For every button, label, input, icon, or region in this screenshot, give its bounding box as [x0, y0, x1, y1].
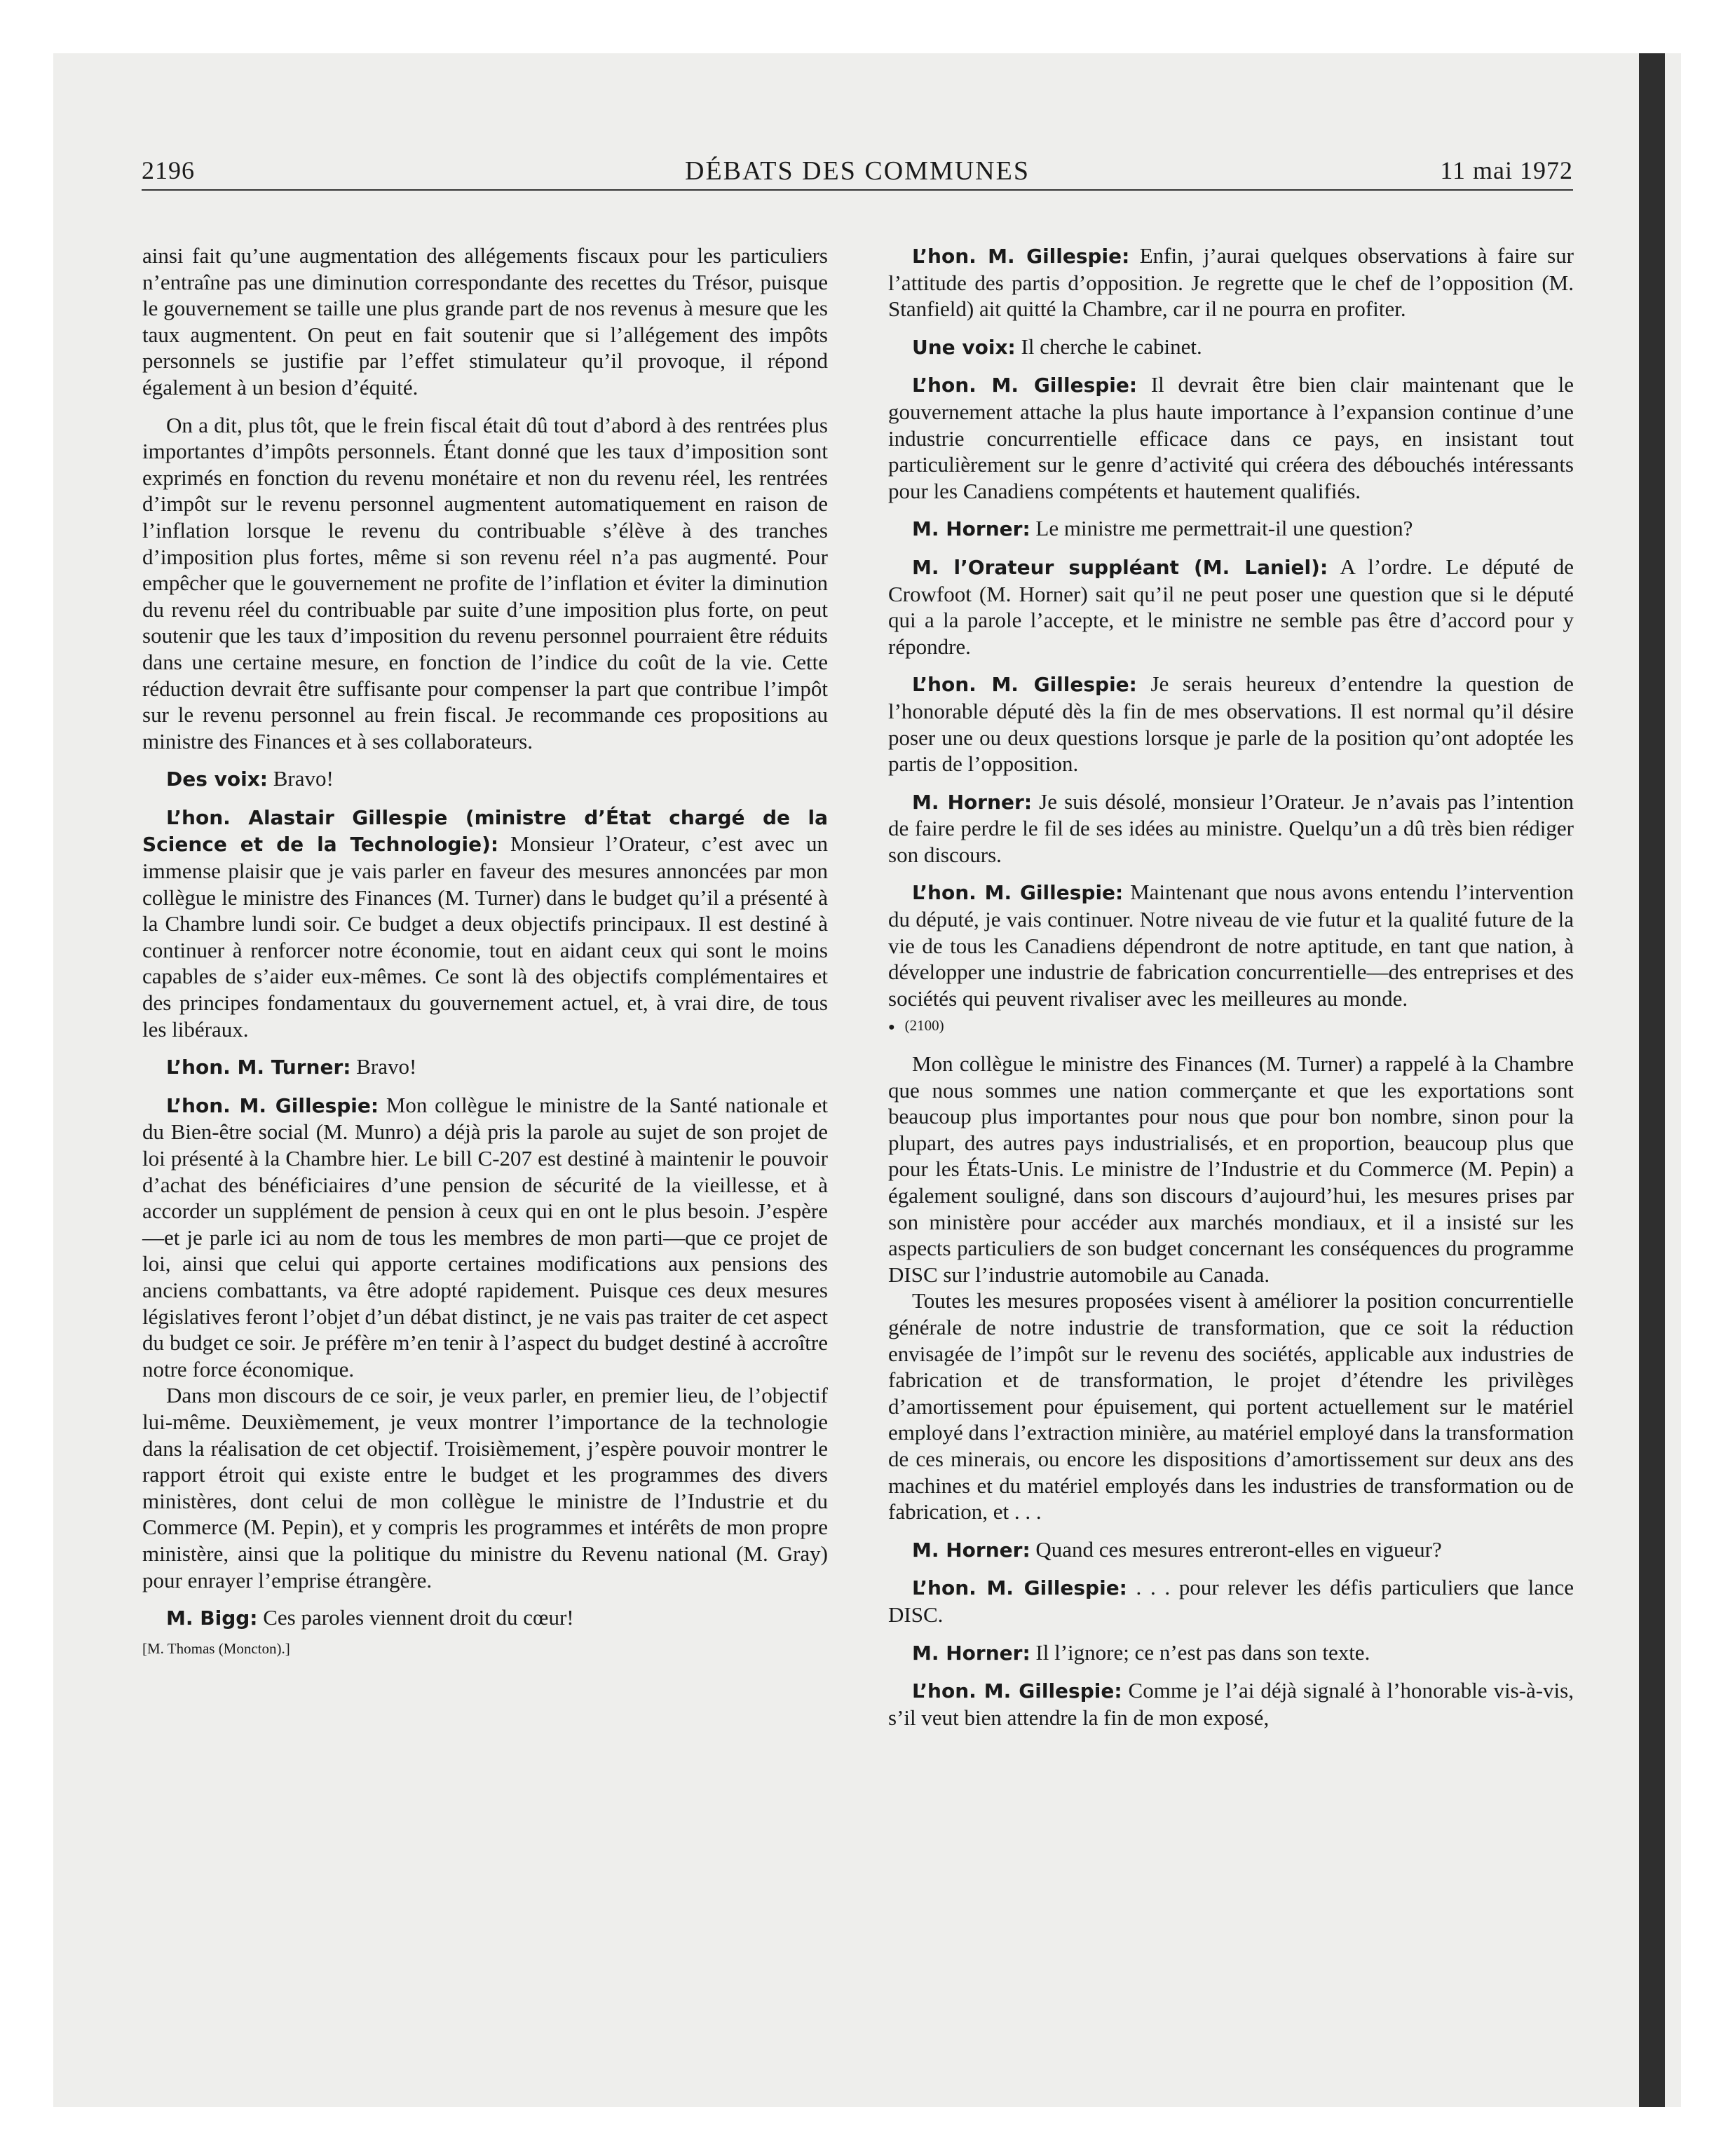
speech-text: Il cherche le cabinet.: [1015, 334, 1202, 359]
right-column: [888, 243, 1574, 1731]
speech: [888, 243, 1574, 322]
speech: [888, 334, 1574, 361]
speech: [142, 1604, 828, 1632]
speech-text: Le ministre me permettrait-il une question?: [1030, 516, 1413, 541]
speech-text: . . . pour relever les défis particuliers que lance DISC.: [888, 1575, 1574, 1627]
speech: [142, 1053, 828, 1081]
speech-text: A l’ordre. Le député de Crowfoot (M. Horner) sait qu’il ne peut poser une question que si le député qui a la parole l’accepte, et le ministre ne semble pas être d’accord pour y répondre.: [888, 554, 1574, 659]
speech: [888, 671, 1574, 777]
speaker-name: L’hon. M. Gillespie:: [912, 1576, 1127, 1600]
page-date: 11 mai 1972: [1440, 156, 1573, 184]
speaker-name: L’hon. M. Gillespie:: [912, 1679, 1122, 1703]
speaker-name: L’hon. M. Gillespie:: [912, 245, 1130, 268]
speaker-name: L’hon. M. Turner:: [166, 1056, 351, 1079]
speech: [888, 879, 1574, 1011]
speaker-name: L’hon. M. Gillespie:: [912, 374, 1138, 397]
paragraph: On a dit, plus tôt, que le frein fiscal était dû tout d’abord à des rentrées plus importantes d’impôts personnels. Étant donné que les taux d’imposition sont exprimés en fonction du revenu monétaire et non du revenu réel, les rentrées d’impôt sur le revenu personnel augmentent automatiquement en raison de l’inflation lorsque le revenu du contribuable s’élève à des tranches d’imposition plus fortes, même si son revenu réel n’a pas augmenté. Pour empêcher que le gouvernement ne profite de l’inflation et éviter la diminution du revenu réel du contribuable par suite d’une imposition plus forte, on peut soutenir que les taux d’imposition du revenu personnel pourraient être réduits dans une certaine mesure, en fonction de l’indice du coût de la vie. Cette réduction devrait être suffisante pour compenser la part que contribue l’impôt sur le revenu personnel au frein fiscal. Je recommande ces propositions au ministre des Finances et à ses collaborateurs.: [142, 412, 828, 753]
speech: [888, 371, 1574, 504]
speaker-name: M. l’Orateur suppléant (M. Laniel):: [912, 555, 1328, 579]
paragraph: Dans mon discours de ce soir, je veux parler, en premier lieu, de l’objectif lui-même. Deuxièmement, je veux montrer l’importance de la technologie dans la réalisation de cet objectif. Troisièmement, j’espère pouvoir montrer le rapport étroit qui existe entre le budget et les programmes des divers ministères, dont celui de mon collègue le ministre de l’Industrie et du Commerce (M. Pepin), et y compris les programmes et intérêts de mon propre ministère, ainsi que la politique du ministre du Revenu national (M. Gray) pour enrayer l’emprise étrangère.: [142, 1383, 828, 1592]
speaker-name: M. Bigg:: [166, 1606, 258, 1630]
paragraph: ainsi fait qu’une augmentation des allégements fiscaux pour les particuliers n’entraîne pas une diminution correspondante des recettes du Trésor, puisque le gouvernement se taille une plus grande part de nos revenus à mesure que les taux augmentent. On peut en fait soutenir que si l’allégement des impôts personnels se justifie par l’effet stimulateur qu’il provoque, il répond également à un besion d’équité.: [142, 243, 828, 400]
binding-edge: [1639, 53, 1665, 2107]
speech: [888, 1639, 1574, 1667]
speaker-name: L’hon. Alastair Gillespie (ministre d’État chargé de la Science et de la Technologie):: [142, 805, 828, 857]
speech: [888, 515, 1574, 543]
page-number: 2196: [142, 156, 195, 184]
speech: [888, 554, 1574, 660]
speech-text: Ces paroles viennent droit du cœur!: [257, 1605, 574, 1630]
time-marker: [888, 1013, 1574, 1041]
speaker-name: L’hon. M. Gillespie:: [166, 1093, 379, 1117]
speaker-name: Une voix:: [912, 335, 1016, 359]
speech-text: Je serais heureux d’entendre la question de l’honorable député dès la fin de mes observations. Il est normal qu’il désire poser une ou deux questions lorsque je parle de la position qu’ont adoptée les partis de l’opposition.: [888, 671, 1574, 777]
speaker-name: L’hon. M. Gillespie:: [912, 881, 1124, 905]
paragraph: Toutes les mesures proposées visent à améliorer la position concurrentielle générale de notre industrie de transformation, que ce soit la réduction envisagée de l’impôt sur le revenu des sociétés, applicable aux industries de fabrication et de transformation, le projet d’étendre les privilèges d’amortissement pour épuisement, qui portent actuellement sur le matériel employé dans l’extraction minière, au matériel employé dans la transformation de ces minerais, ou encore les dispositions d’amortissement sur deux ans des machines et du matériel employés dans les industries de transformation ou de fabrication, et . . .: [888, 1288, 1574, 1524]
speaker-name: M. Horner:: [912, 1538, 1030, 1562]
speech-text: Je suis désolé, monsieur l’Orateur. Je n’avais pas l’intention de faire perdre le fil de ses idées au ministre. Quelqu’un a dû très bien rédiger son discours.: [888, 789, 1574, 867]
speech-text: Maintenant que nous avons entendu l’intervention du député, je vais continuer. Notre niveau de vie futur et la qualité future de la vie de tous les Canadiens dépendront de notre aptitude, en tant que nation, à développer une industrie de fabrication concurrentielle—des entreprises et des sociétés qui peuvent rivaliser avec les meilleures au monde.: [888, 880, 1574, 1011]
paragraph: Mon collègue le ministre des Finances (M. Turner) a rappelé à la Chambre que nous sommes une nation commerçante et que les exportations sont beaucoup plus importantes pour nous que pour bon nombre, sinon pour la plupart, des autres pays industrialisés, et en proportion, beaucoup plus que pour les États-Unis. Le ministre de l’Industrie et du Commerce (M. Pepin) a également souligné, dans son discours d’aujourd’hui, les mesures prises par son ministère pour accéder aux marchés mondiaux, et il a insisté sur les aspects particuliers de son budget concernant les conséquences du programme DISC sur l’industrie automobile au Canada.: [888, 1051, 1574, 1287]
speech: [888, 1574, 1574, 1628]
speaker-name: M. Horner:: [912, 1641, 1030, 1665]
speech: [142, 765, 828, 793]
speech-text: Enfin, j’aurai quelques observations à faire sur l’attitude des partis d’opposition. Je regrette que le chef de l’opposition (M. Stanfield) ait quitté la Chambre, car il ne pourra en profiter.: [888, 243, 1574, 322]
speech: [142, 1092, 828, 1383]
speaker-name: M. Horner:: [912, 790, 1033, 814]
speech-text: Quand ces mesures entreront-elles en vigueur?: [1030, 1536, 1442, 1562]
speech: [888, 1677, 1574, 1731]
page-header: [142, 156, 1573, 191]
speech-text: Mon collègue le ministre de la Santé nationale et du Bien-être social (M. Munro) a déjà pris la parole au sujet de son projet de loi présenté à la Chambre hier. Le bill C-207 est destiné à maintenir le pouvoir d’achat des bénéficiaires d’une pension de sécurité de la vieillesse, et à accorder un supplément de pension à ceux qui en ont le plus besoin. J’espère—et je parle ici au nom de tous les membres de mon parti—que ce projet de loi, ainsi que celui qui apporte certaines modifications aux pensions des anciens combattants, va être adopté rapidement. Puisque ces deux mesures législatives feront l’objet d’un débat distinct, je ne vais pas traiter de cet aspect du budget ce soir. Je préfère m’en tenir à l’aspect du budget destiné à accroître notre force économique.: [142, 1092, 828, 1381]
left-column: [142, 243, 828, 1673]
speech-text: Il l’ignore; ce n’est pas dans son texte.: [1030, 1639, 1370, 1665]
speech-text: Comme je l’ai déjà signalé à l’honorable vis-à-vis, s’il veut bien attendre la fin de mon exposé,: [888, 1678, 1574, 1730]
speech: [888, 1536, 1574, 1564]
speaker-name: M. Horner:: [912, 517, 1030, 541]
speech-text: Il devrait être bien clair maintenant que le gouvernement attache la plus haute importance à l’expansion continue d’une industrie concurrentielle efficace dans ce pays, en insistant tout particulièrement sur le genre d’activité qui créera des débouchés intéressants pour les Canadiens compétents et hautement qualifiés.: [888, 372, 1574, 503]
speech: [888, 789, 1574, 868]
speaker-name: L’hon. M. Gillespie:: [912, 673, 1137, 697]
speech-text: Bravo!: [268, 766, 334, 791]
speaker-name: Des voix:: [166, 767, 268, 791]
speaker-note: [M. Thomas (Moncton).]: [142, 1639, 290, 1657]
speech-text: Monsieur l’Orateur, c’est avec un immense plaisir que je vais parler en faveur des mesures annoncées par mon collègue le ministre des Finances (M. Turner) dans le budget qu’il a présenté à la Chambre lundi soir. Ce budget a deux objectifs principaux. Il est destiné à continuer à renforcer notre économie, tout en aidant ceux qui sont le moins capables de s’aider eux-mêmes. Ce sont là des objectifs complémentaires et des principes fondamentaux du gouvernement actuel, et, à vrai dire, de tous les libéraux.: [142, 831, 828, 1042]
bullet-icon: ●: [888, 1021, 895, 1034]
time-marker-text: (2100): [904, 1017, 944, 1035]
speech-text: Bravo!: [351, 1054, 417, 1079]
speech: [142, 804, 828, 1042]
publication-title: DÉBATS DES COMMUNES: [685, 156, 1030, 186]
